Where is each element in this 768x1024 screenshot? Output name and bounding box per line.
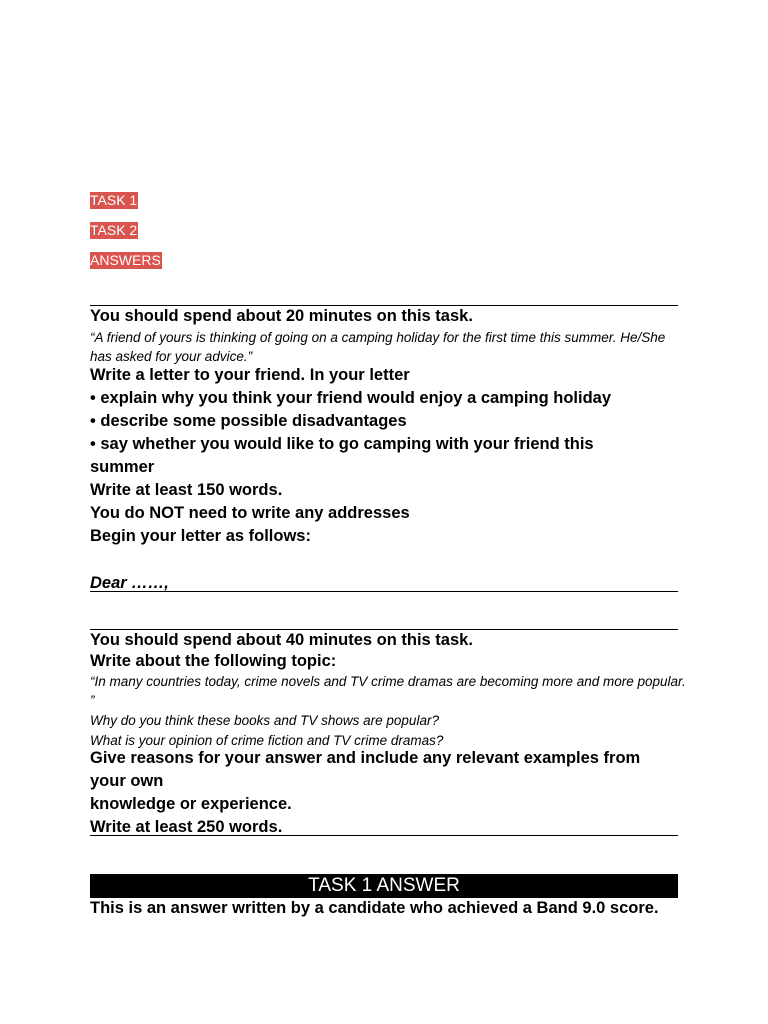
task2-quote: “In many countries today, crime novels and TV crime dramas are becoming more and more popular.	[90, 674, 686, 689]
task2-word-count: Write at least 250 words.	[90, 818, 283, 836]
task1-begin-note: Begin your letter as follows:	[90, 527, 311, 545]
task1-bullet-2: • describe some possible disadvantages	[90, 412, 407, 430]
task2-reasons: Give reasons for your answer and include any relevant examples from	[90, 749, 641, 767]
task1-answer-heading: TASK 1 ANSWER	[90, 874, 678, 898]
task2-question-2: What is your opinion of crime fiction and TV crime dramas?	[90, 733, 444, 748]
document-page	[90, 0, 686, 1024]
answer-intro: This is an answer written by a candidate who achieved a Band 9.0 score.	[90, 899, 659, 917]
task2-topic-label: Write about the following topic:	[90, 652, 337, 670]
task2-reasons-continued: your own	[90, 772, 164, 790]
task2-quote-close: ”	[90, 693, 95, 708]
task1-salutation: Dear ……,	[90, 574, 169, 592]
task2-time: You should spend about 40 minutes on this task.	[90, 631, 473, 649]
task2-question-1: Why do you think these books and TV shows are popular?	[90, 713, 439, 728]
task2-bottom-divider	[90, 835, 678, 836]
task1-bottom-divider	[90, 591, 678, 592]
nav-link-task2[interactable]: TASK 2	[90, 222, 138, 238]
task1-word-count: Write at least 150 words.	[90, 481, 283, 499]
task1-instruction: Write a letter to your friend. In your letter	[90, 366, 410, 384]
task1-addresses-note: You do NOT need to write any addresses	[90, 504, 410, 522]
nav-link-answers[interactable]: ANSWERS	[90, 252, 161, 268]
task1-bullet-3-continued: summer	[90, 458, 155, 476]
task1-bullet-3: • say whether you would like to go camping with your friend this	[90, 435, 594, 453]
task2-reasons-end: knowledge or experience.	[90, 795, 292, 813]
task1-prompt: “A friend of yours is thinking of going on a camping holiday for the first time this summer. He/She has asked for your advice.”	[90, 330, 666, 364]
task1-bullet-1: • explain why you think your friend would enjoy a camping holiday	[90, 389, 612, 407]
task1-time: You should spend about 20 minutes on this task.	[90, 307, 473, 325]
nav-link-task1[interactable]: TASK 1	[90, 192, 138, 208]
